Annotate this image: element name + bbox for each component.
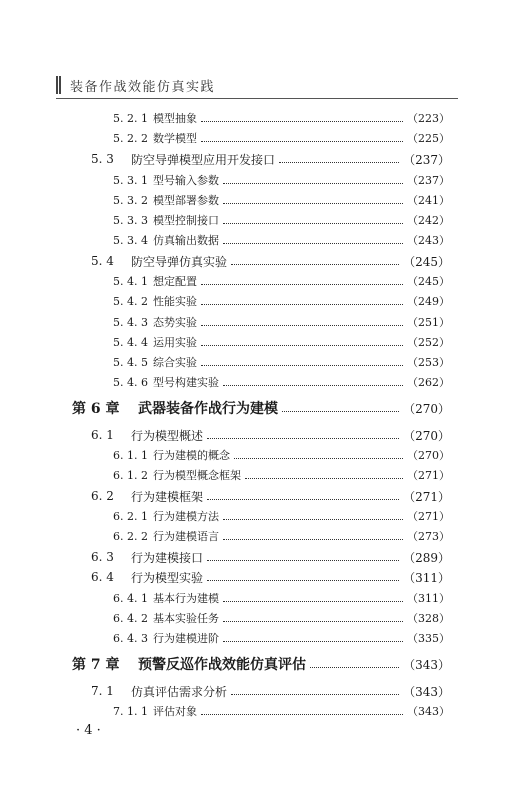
page-number: · 4 · [76,723,101,738]
entry-page: （225） [407,132,450,145]
entry-title: 运用实验 [153,336,197,349]
entry-number: 5. 4. 5 [113,355,148,369]
dot-leader [223,641,403,642]
entry-page: （289） [403,550,450,565]
entry-title: 态势实验 [153,316,197,329]
toc-subsection-entry [113,506,450,526]
toc-subsection-entry [113,465,450,485]
toc-subsection-entry [113,128,450,148]
entry-title: 型号输入参数 [153,174,219,187]
entry-title: 想定配置 [153,275,197,288]
entry-number: 7. 1 [91,684,114,698]
entry-number: 7. 1. 1 [113,704,148,718]
entry-page: （249） [407,295,450,308]
entry-title: 行为建模接口 [131,550,204,565]
entry-title: 性能实验 [153,295,197,308]
entry-number: 5. 2. 2 [113,131,148,145]
entry-page: （271） [407,469,450,482]
toc-section-entry [91,547,450,567]
header-rule [56,98,458,99]
entry-page: （251） [407,316,450,329]
entry-title: 型号构建实验 [153,376,219,389]
entry-title: 模型抽象 [153,112,197,125]
entry-title: 武器装备作战行为建模 [138,401,278,417]
dot-leader [223,223,403,224]
entry-number: 6. 1 [91,428,114,442]
toc-subsection-entry [113,190,450,210]
entry-page: （242） [407,214,450,227]
entry-number: 6. 2. 2 [113,529,148,543]
entry-number: 6. 2 [91,489,114,503]
toc-subsection-entry [113,108,450,128]
entry-title: 评估对象 [153,705,197,718]
entry-page: （343） [403,657,450,672]
entry-title: 行为建模语言 [153,530,219,543]
entry-title: 行为建模框架 [131,489,204,504]
dot-leader [245,478,403,479]
entry-title: 模型部署参数 [153,194,219,207]
entry-title: 模型控制接口 [153,214,219,227]
entry-page: （271） [403,489,450,504]
dot-leader [207,580,399,581]
dot-leader [223,385,403,386]
entry-number: 5. 4. 4 [113,335,148,349]
entry-page: （262） [407,376,450,389]
entry-title: 综合实验 [153,356,197,369]
entry-number: 5. 4 [91,254,114,268]
toc-subsection-entry [113,701,450,721]
entry-number: 5. 4. 3 [113,315,148,329]
entry-number: 5. 3. 4 [113,233,148,247]
dot-leader [201,345,403,346]
dot-leader [279,162,399,163]
book-title: 装备作战效能仿真实践 [70,79,216,95]
entry-number: 6. 4. 2 [113,611,148,625]
entry-page: （237） [407,174,450,187]
entry-page: （271） [407,510,450,523]
entry-number: 第 6 章 [72,401,120,417]
dot-leader [207,499,399,500]
toc-chapter-entry [72,654,450,674]
entry-page: （245） [403,254,450,269]
entry-number: 5. 3. 1 [113,173,148,187]
toc-subsection-entry [113,312,450,332]
entry-number: 5. 4. 6 [113,375,148,389]
entry-page: （241） [407,194,450,207]
dot-leader [223,601,403,602]
entry-page: （273） [407,530,450,543]
dot-leader [223,519,403,520]
entry-page: （270） [403,428,450,443]
toc-subsection-entry [113,628,450,648]
toc-subsection-entry [113,210,450,230]
entry-number: 6. 4 [91,570,114,584]
entry-page: （243） [407,234,450,247]
entry-title: 行为建模进阶 [153,632,219,645]
entry-number: 6. 1. 2 [113,468,148,482]
entry-title: 行为模型实验 [131,570,204,585]
entry-page: （311） [403,570,450,585]
entry-title: 预警反巡作战效能仿真评估 [138,657,306,673]
entry-title: 数学模型 [153,132,197,145]
entry-number: 6. 4. 1 [113,591,148,605]
entry-title: 仿真输出数据 [153,234,219,247]
dot-leader [201,325,403,326]
dot-leader [223,203,403,204]
running-header [56,74,215,96]
entry-title: 防空导弹仿真实验 [131,254,228,269]
dot-leader [282,411,399,412]
entry-number: 6. 2. 1 [113,509,148,523]
entry-number: 6. 1. 1 [113,448,148,462]
entry-title: 行为建模的概念 [153,449,230,462]
entry-title: 行为模型概述 [131,428,204,443]
entry-page: （311） [407,592,450,605]
entry-page: （343） [407,705,450,718]
header-marker [56,76,62,94]
dot-leader [223,539,403,540]
entry-number: 5. 3. 2 [113,193,148,207]
entry-page: （335） [407,632,450,645]
dot-leader [223,183,403,184]
dot-leader [201,365,403,366]
entry-number: 5. 4. 1 [113,274,148,288]
entry-number: 5. 3. 3 [113,213,148,227]
toc-section-entry [91,251,450,271]
entry-title: 基本行为建模 [153,592,219,605]
entry-page: （270） [403,401,450,416]
entry-title: 仿真评估需求分析 [131,684,228,699]
toc-section-entry [91,149,450,169]
dot-leader [223,243,403,244]
entry-title: 行为模型概念框架 [153,469,241,482]
dot-leader [201,121,403,122]
entry-page: （343） [403,684,450,699]
dot-leader [201,141,403,142]
dot-leader [234,458,403,459]
entry-page: （270） [407,449,450,462]
toc-subsection-entry [113,588,450,608]
toc-section-entry [91,486,450,506]
entry-page: （245） [407,275,450,288]
dot-leader [231,264,399,265]
entry-page: （328） [407,612,450,625]
toc-subsection-entry [113,608,450,628]
toc-subsection-entry [113,170,450,190]
entry-number: 第 7 章 [72,657,120,673]
dot-leader [201,714,403,715]
toc-subsection-entry [113,445,450,465]
dot-leader [207,438,399,439]
entry-number: 5. 4. 2 [113,294,148,308]
toc-subsection-entry [113,372,450,392]
dot-leader [201,284,403,285]
toc-subsection-entry [113,332,450,352]
entry-number: 6. 3 [91,550,114,564]
dot-leader [201,304,403,305]
dot-leader [310,667,399,668]
entry-title: 行为建模方法 [153,510,219,523]
dot-leader [231,694,399,695]
toc-chapter-entry [72,398,450,418]
entry-page: （252） [407,336,450,349]
entry-page: （237） [403,152,450,167]
entry-title: 防空导弹模型应用开发接口 [131,152,276,167]
toc-section-entry [91,681,450,701]
toc-section-entry [91,425,450,445]
entry-page: （223） [407,112,450,125]
entry-number: 5. 2. 1 [113,111,148,125]
toc-subsection-entry [113,291,450,311]
entry-title: 基本实验任务 [153,612,219,625]
entry-number: 6. 4. 3 [113,631,148,645]
toc-section-entry [91,567,450,587]
toc-subsection-entry [113,230,450,250]
toc-subsection-entry [113,271,450,291]
dot-leader [207,560,399,561]
toc-subsection-entry [113,526,450,546]
dot-leader [223,621,403,622]
entry-number: 5. 3 [91,152,114,166]
entry-page: （253） [407,356,450,369]
toc-subsection-entry [113,352,450,372]
